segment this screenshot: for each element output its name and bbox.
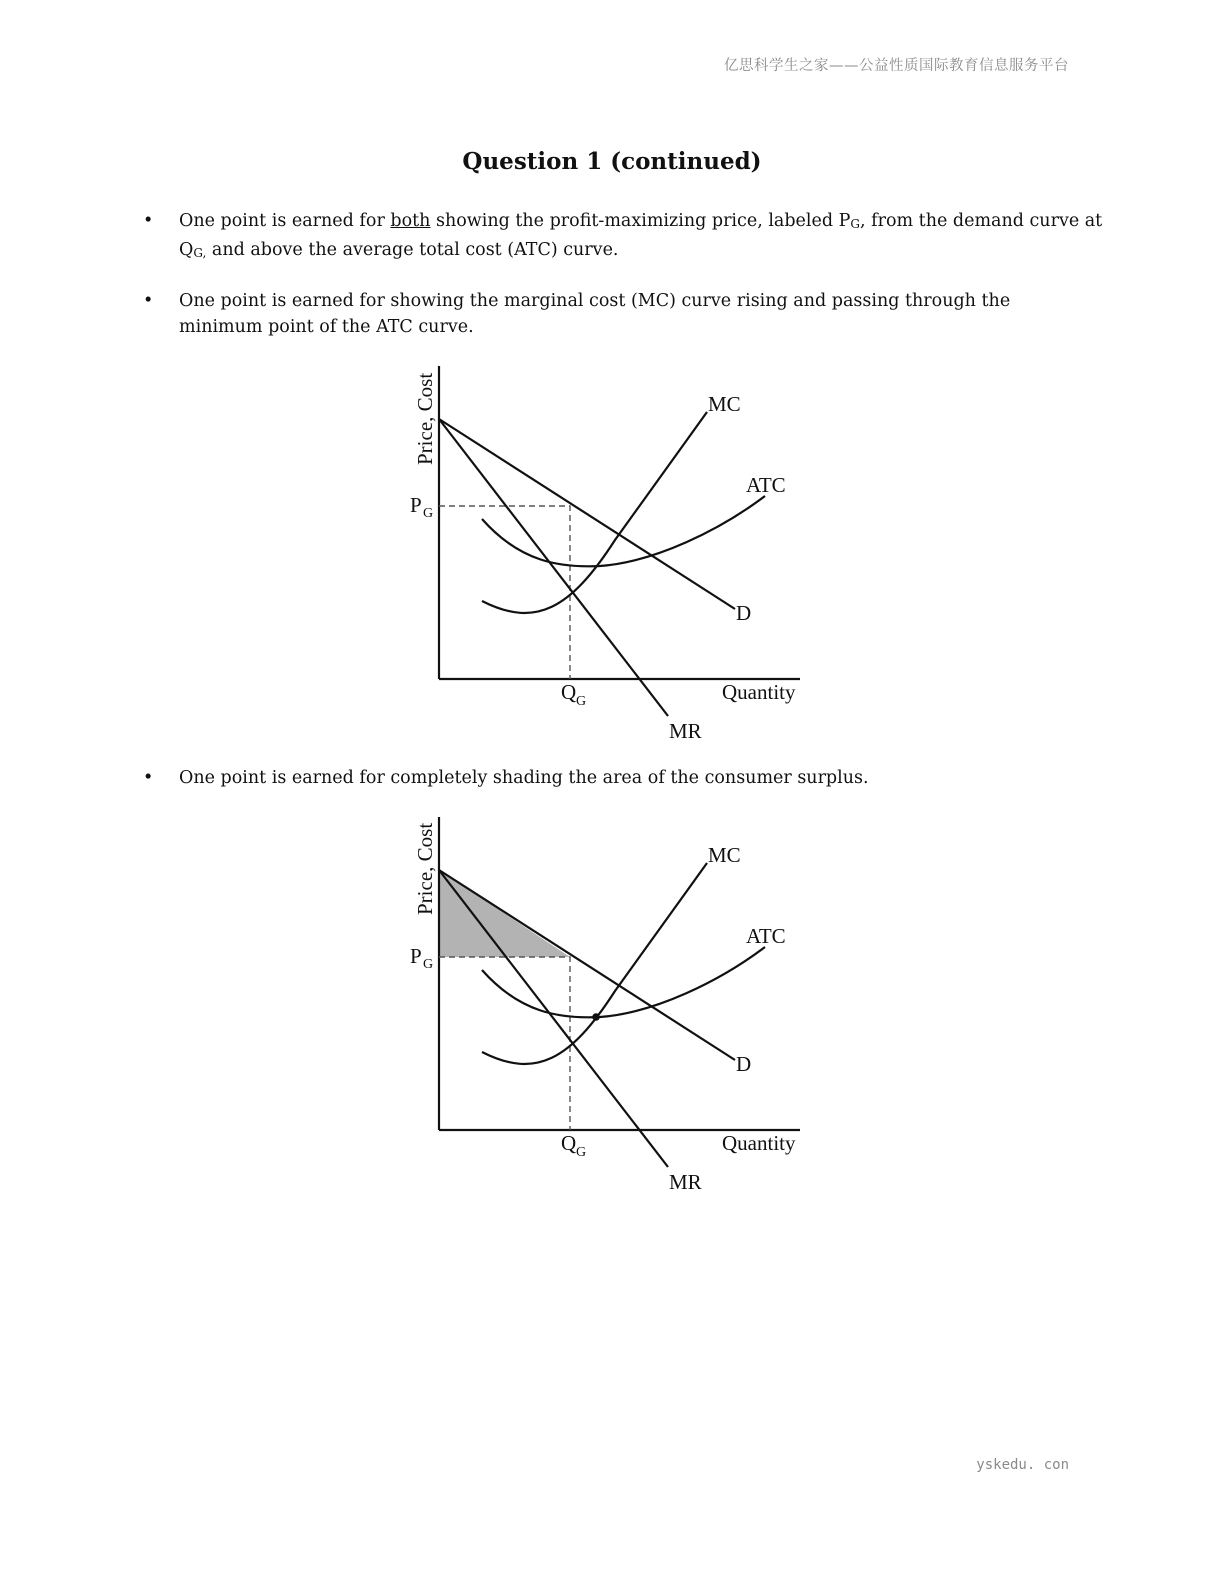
price-quantity-dashed-lines	[439, 957, 570, 1130]
demand-curve	[439, 419, 735, 609]
subscript: G,	[193, 246, 207, 260]
bullet-item-price	[143, 208, 1113, 266]
mc-curve	[482, 412, 707, 613]
bullet-item-mc	[143, 288, 1113, 340]
y-axis-label: Price, Cost	[413, 822, 437, 915]
bullet-text: One point is earned for showing the marginal cost (MC) curve rising and passing through the minimum point of the ATC curve.	[179, 291, 1011, 337]
bullet-marker: •	[143, 768, 154, 788]
demand-label: D	[736, 601, 752, 625]
underlined-word: both	[390, 211, 431, 231]
header-watermark: 亿思科学生之家——公益性质国际教育信息服务平台	[724, 58, 1069, 74]
bullet-text-part: One point is earned for	[179, 211, 391, 231]
demand-label: D	[736, 1052, 752, 1076]
footer-watermark: yskedu. con	[976, 1457, 1069, 1473]
mc-label: MC	[708, 392, 741, 416]
mr-curve	[439, 419, 668, 716]
quantity-subscript: G	[576, 1145, 587, 1160]
graph-mc-atc	[400, 360, 820, 745]
atc-label: ATC	[746, 473, 786, 497]
bullet-text-part: , from the demand curve at Q	[179, 211, 1103, 260]
page-title: Question 1 (continued)	[462, 148, 762, 175]
price-quantity-dashed-lines	[439, 506, 570, 679]
bullet-text	[179, 208, 1113, 266]
mc-label: MC	[708, 843, 741, 867]
y-axis-label: Price, Cost	[413, 372, 437, 465]
graph-consumer-surplus	[400, 811, 820, 1196]
demand-curve	[439, 870, 735, 1060]
price-label: P	[410, 944, 422, 968]
x-axis-label: Quantity	[722, 680, 796, 704]
quantity-label: Q	[561, 680, 577, 704]
x-axis-label: Quantity	[722, 1131, 796, 1155]
price-subscript: G	[423, 506, 434, 521]
atc-minimum-point	[592, 1013, 600, 1021]
price-subscript: G	[423, 957, 434, 972]
bullet-text-part: and above the average total cost (ATC) curve.	[206, 240, 619, 260]
bullet-text: One point is earned for completely shading the area of the consumer surplus.	[179, 768, 869, 788]
mr-curve	[439, 870, 668, 1167]
quantity-label: Q	[561, 1131, 577, 1155]
quantity-subscript: G	[576, 694, 587, 709]
bullet-marker: •	[143, 211, 154, 231]
mr-label: MR	[669, 1170, 702, 1194]
subscript: G	[850, 217, 860, 231]
price-label: P	[410, 493, 422, 517]
bullet-marker: •	[143, 291, 154, 311]
atc-label: ATC	[746, 924, 786, 948]
bullet-item-consumer-surplus	[143, 765, 1113, 791]
bullet-text-part: showing the profit-maximizing price, labeled P	[430, 211, 851, 231]
mc-curve	[482, 863, 707, 1064]
mr-label: MR	[669, 719, 702, 743]
